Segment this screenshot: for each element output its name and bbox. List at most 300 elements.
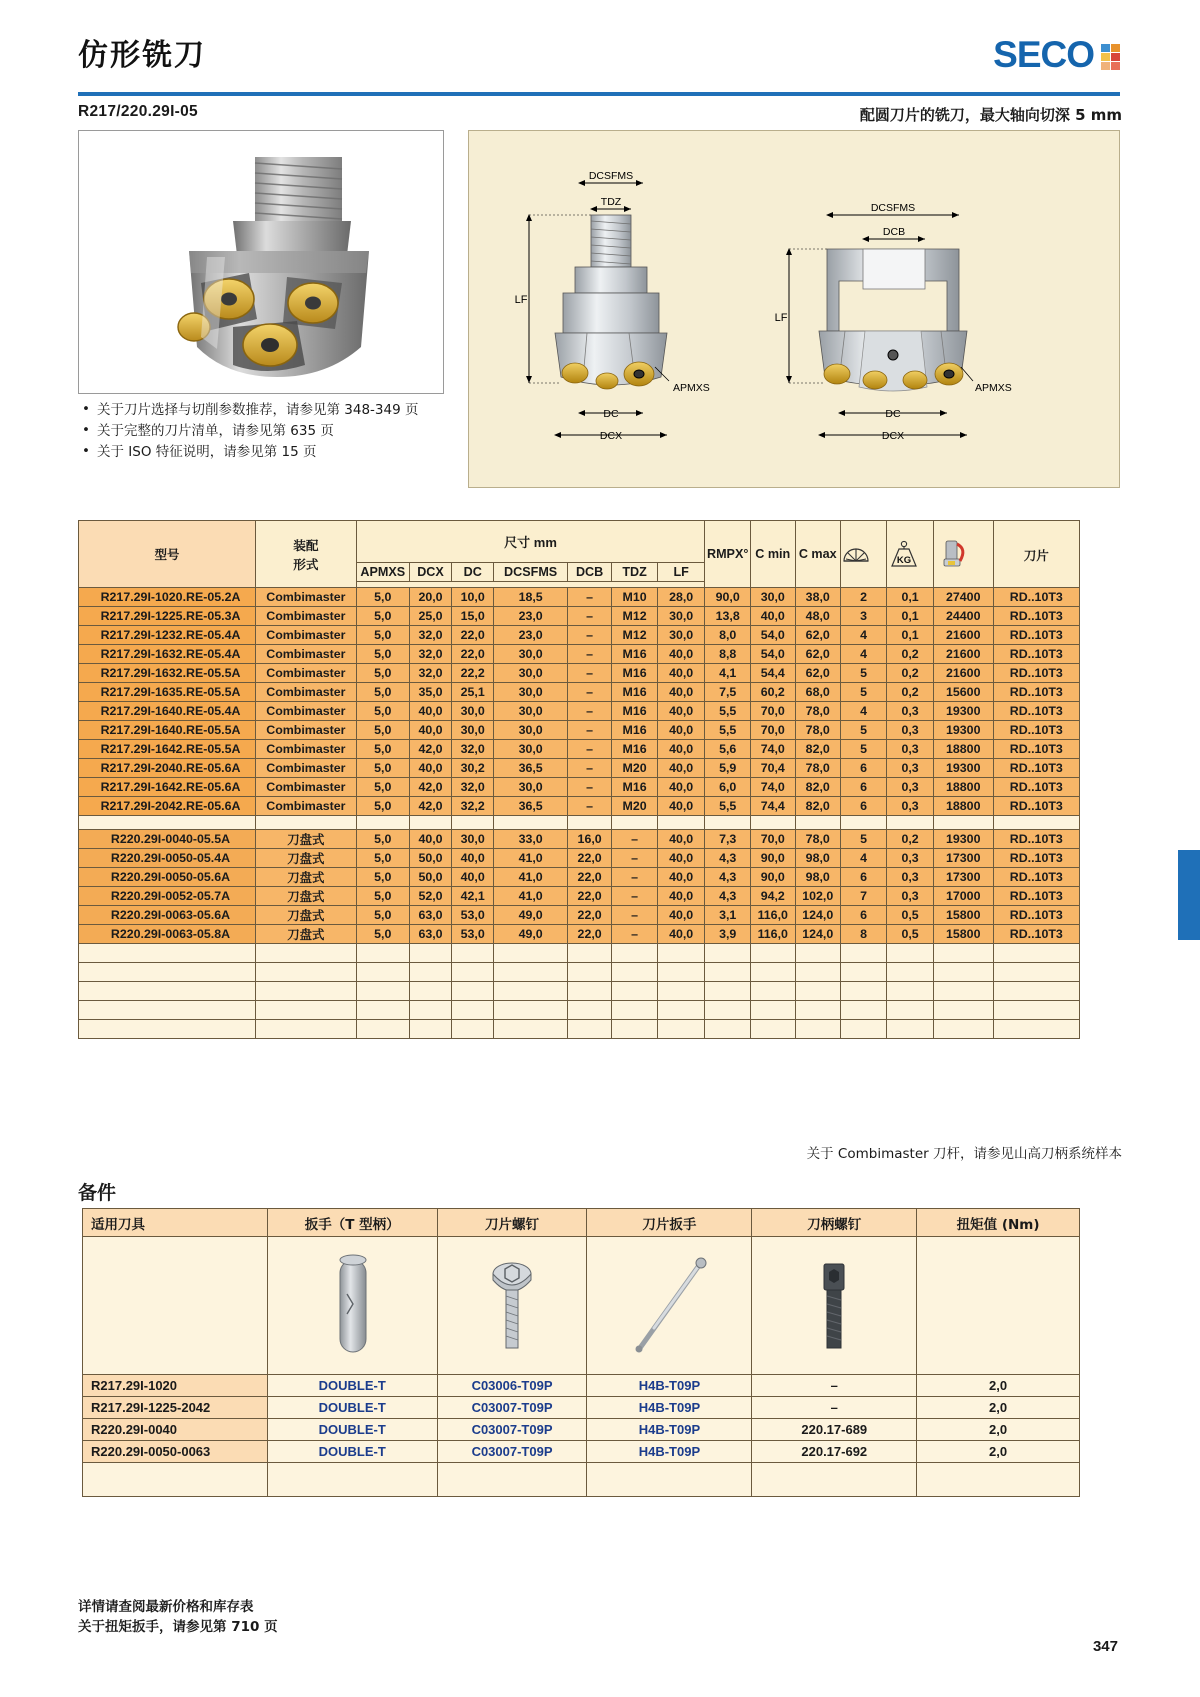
- cell-dc: 30,0: [452, 702, 494, 721]
- cell-dcb: –: [568, 721, 612, 740]
- cell-tdz: M16: [612, 702, 658, 721]
- acc-pic-blank: [83, 1237, 268, 1375]
- cell-mount: Combimaster: [256, 740, 357, 759]
- acc-cell-tool: R217.29I-1225-2042: [83, 1397, 268, 1419]
- table-empty-row: [79, 982, 1080, 1001]
- acc-th-screw: 刀片螺钉: [437, 1209, 587, 1237]
- svg-text:LF: LF: [774, 312, 788, 324]
- table-row[interactable]: [79, 759, 1080, 778]
- cell-cmax: 78,0: [795, 721, 840, 740]
- cell-dc: 30,0: [452, 830, 494, 849]
- accessory-row[interactable]: [83, 1419, 1080, 1441]
- cell-rmpx: 3,9: [705, 925, 751, 944]
- cell-model: R217.29I-2040.RE-05.6A: [79, 759, 256, 778]
- svg-text:APMXS: APMXS: [975, 382, 1012, 394]
- cell-lf: 30,0: [657, 607, 704, 626]
- product-photo: [78, 130, 444, 394]
- cell-insert: RD..10T3: [993, 797, 1079, 816]
- cell-cmin: 70,0: [751, 721, 796, 740]
- cell-apmxs: 5,0: [356, 925, 409, 944]
- cell-cmax: 78,0: [795, 702, 840, 721]
- accessory-empty-row: [83, 1463, 1080, 1497]
- cell-dcx: 40,0: [409, 759, 451, 778]
- cell-teeth: 5: [840, 740, 886, 759]
- svg-text:DC: DC: [885, 408, 901, 420]
- cell-rpm: 18800: [933, 797, 993, 816]
- cell-dcb: –: [568, 778, 612, 797]
- cell-rpm: 15800: [933, 925, 993, 944]
- cell-rpm: 24400: [933, 607, 993, 626]
- cell-insert: RD..10T3: [993, 702, 1079, 721]
- cell-cmax: 78,0: [795, 830, 840, 849]
- th-lf: LF: [657, 563, 704, 582]
- cell-lf: 40,0: [657, 797, 704, 816]
- acc-cell-torque: 2,0: [917, 1441, 1080, 1463]
- cell-rpm: 21600: [933, 664, 993, 683]
- cell-dcb: –: [568, 740, 612, 759]
- cell-teeth: 4: [840, 702, 886, 721]
- cell-mount: 刀盘式: [256, 830, 357, 849]
- cell-rpm: 19300: [933, 759, 993, 778]
- cell-dcsfms: 30,0: [494, 683, 568, 702]
- cell-teeth: 5: [840, 721, 886, 740]
- cell-rmpx: 7,5: [705, 683, 751, 702]
- cell-tdz: M16: [612, 645, 658, 664]
- cell-rpm: 18800: [933, 778, 993, 797]
- cell-apmxs: 5,0: [356, 683, 409, 702]
- cell-cmin: 116,0: [751, 925, 796, 944]
- cell-insert: RD..10T3: [993, 906, 1079, 925]
- cell-teeth: 6: [840, 868, 886, 887]
- cell-tdz: –: [612, 868, 658, 887]
- cell-rpm: 17000: [933, 887, 993, 906]
- cell-dcx: 40,0: [409, 830, 451, 849]
- combimaster-footnote: 关于 Combimaster 刀杆，请参见山高刀柄系统样本: [806, 1146, 1122, 1162]
- cell-dcb: 22,0: [568, 906, 612, 925]
- cell-teeth: 4: [840, 626, 886, 645]
- cell-lf: 40,0: [657, 759, 704, 778]
- cell-cmax: 124,0: [795, 906, 840, 925]
- cell-dcsfms: 30,0: [494, 778, 568, 797]
- cell-cmax: 62,0: [795, 645, 840, 664]
- cell-dcb: –: [568, 664, 612, 683]
- cell-dc: 25,1: [452, 683, 494, 702]
- cell-rmpx: 4,3: [705, 868, 751, 887]
- cell-cmax: 82,0: [795, 778, 840, 797]
- acc-th-wrench: 扳手（T 型柄）: [267, 1209, 437, 1237]
- cell-dcb: –: [568, 683, 612, 702]
- footer-notes: [78, 1597, 278, 1637]
- table-row[interactable]: [79, 645, 1080, 664]
- cell-apmxs: 5,0: [356, 906, 409, 925]
- table-row[interactable]: [79, 702, 1080, 721]
- cell-kg: 0,3: [887, 778, 934, 797]
- th-dcb: DCB: [568, 563, 612, 582]
- cell-apmxs: 5,0: [356, 759, 409, 778]
- table-row[interactable]: [79, 683, 1080, 702]
- table-row[interactable]: [79, 797, 1080, 816]
- cell-apmxs: 5,0: [356, 626, 409, 645]
- cell-tdz: M10: [612, 588, 658, 607]
- cell-cmin: 40,0: [751, 607, 796, 626]
- cell-cmin: 60,2: [751, 683, 796, 702]
- cell-insert: RD..10T3: [993, 740, 1079, 759]
- table-row[interactable]: [79, 721, 1080, 740]
- cell-model: R217.29I-1642.RE-05.6A: [79, 778, 256, 797]
- th-teeth-count: [840, 521, 886, 588]
- cell-insert: RD..10T3: [993, 830, 1079, 849]
- cell-apmxs: 5,0: [356, 740, 409, 759]
- cell-dcx: 50,0: [409, 849, 451, 868]
- cell-model: R217.29I-1232.RE-05.4A: [79, 626, 256, 645]
- acc-pic-wrench: [267, 1237, 437, 1375]
- table-row[interactable]: [79, 588, 1080, 607]
- cell-dc: 40,0: [452, 868, 494, 887]
- cell-dcsfms: 49,0: [494, 925, 568, 944]
- cell-mount: Combimaster: [256, 702, 357, 721]
- table-row[interactable]: [79, 830, 1080, 849]
- cell-dcb: 22,0: [568, 849, 612, 868]
- th-max-rpm: [933, 521, 993, 588]
- th-rmpx: RMPX°: [705, 521, 751, 588]
- cell-insert: RD..10T3: [993, 925, 1079, 944]
- cell-cmax: 82,0: [795, 740, 840, 759]
- svg-text:DCX: DCX: [881, 430, 905, 442]
- acc-cell-key: H4B-T09P: [587, 1441, 752, 1463]
- cell-cmax: 62,0: [795, 664, 840, 683]
- cell-teeth: 4: [840, 645, 886, 664]
- cell-kg: 0,3: [887, 759, 934, 778]
- cell-rmpx: 5,5: [705, 721, 751, 740]
- cell-cmax: 82,0: [795, 797, 840, 816]
- acc-cell-torque: 2,0: [917, 1419, 1080, 1441]
- cell-dcsfms: 30,0: [494, 721, 568, 740]
- cell-apmxs: 5,0: [356, 702, 409, 721]
- acc-cell-key: H4B-T09P: [587, 1397, 752, 1419]
- cell-dc: 32,2: [452, 797, 494, 816]
- cell-apmxs: 5,0: [356, 588, 409, 607]
- cell-teeth: 6: [840, 778, 886, 797]
- cell-kg: 0,5: [887, 906, 934, 925]
- th-tdz: TDZ: [612, 563, 658, 582]
- cell-dcb: 22,0: [568, 887, 612, 906]
- cell-dcsfms: 23,0: [494, 626, 568, 645]
- cell-cmin: 116,0: [751, 906, 796, 925]
- cell-mount: Combimaster: [256, 588, 357, 607]
- cell-dcb: –: [568, 759, 612, 778]
- acc-th-key: 刀片扳手: [587, 1209, 752, 1237]
- acc-pic-screw: [437, 1237, 587, 1375]
- cell-rmpx: 4,1: [705, 664, 751, 683]
- header-rule: [78, 92, 1120, 96]
- acc-cell-screw: C03007-T09P: [437, 1441, 587, 1463]
- cell-apmxs: 5,0: [356, 607, 409, 626]
- cell-insert: RD..10T3: [993, 721, 1079, 740]
- th-model: 型号: [79, 521, 256, 588]
- teeth-count-icon: [841, 541, 871, 567]
- cell-teeth: 3: [840, 607, 886, 626]
- table-row[interactable]: [79, 849, 1080, 868]
- cell-apmxs: 5,0: [356, 664, 409, 683]
- bullet-item: • 关于 ISO 特征说明，请参见第 15 页: [82, 442, 482, 463]
- bullet-item: • 关于刀片选择与切削参数推荐，请参见第 348-349 页: [82, 400, 482, 421]
- cell-model: R220.29I-0052-05.7A: [79, 887, 256, 906]
- cell-dcsfms: 49,0: [494, 906, 568, 925]
- th-insert: 刀片: [993, 521, 1079, 588]
- cell-lf: 40,0: [657, 702, 704, 721]
- cell-dcsfms: 30,0: [494, 740, 568, 759]
- cell-apmxs: 5,0: [356, 849, 409, 868]
- cell-cmax: 62,0: [795, 626, 840, 645]
- cell-teeth: 6: [840, 797, 886, 816]
- cell-dcx: 20,0: [409, 588, 451, 607]
- cell-teeth: 7: [840, 887, 886, 906]
- cell-kg: 0,3: [887, 721, 934, 740]
- cell-mount: Combimaster: [256, 797, 357, 816]
- cell-cmin: 90,0: [751, 849, 796, 868]
- cell-mount: Combimaster: [256, 664, 357, 683]
- cell-cmax: 78,0: [795, 759, 840, 778]
- cell-dcx: 63,0: [409, 906, 451, 925]
- cell-teeth: 6: [840, 759, 886, 778]
- product-code: R217/220.29I-05: [78, 103, 198, 120]
- cell-dcx: 50,0: [409, 868, 451, 887]
- cell-dcx: 42,0: [409, 797, 451, 816]
- cell-rpm: 17300: [933, 868, 993, 887]
- cell-cmin: 74,0: [751, 740, 796, 759]
- cell-insert: RD..10T3: [993, 887, 1079, 906]
- acc-cell-key: H4B-T09P: [587, 1419, 752, 1441]
- cell-mount: 刀盘式: [256, 868, 357, 887]
- table-row[interactable]: [79, 740, 1080, 759]
- cell-mount: Combimaster: [256, 645, 357, 664]
- cell-dcb: –: [568, 702, 612, 721]
- accessories-table: [82, 1208, 1080, 1497]
- page-header: [78, 30, 1120, 102]
- cell-lf: 40,0: [657, 664, 704, 683]
- table-row[interactable]: [79, 868, 1080, 887]
- acc-cell-tool: R217.29I-1020: [83, 1375, 268, 1397]
- seco-logo-squares: [1101, 44, 1120, 70]
- cell-kg: 0,3: [887, 887, 934, 906]
- cell-tdz: –: [612, 849, 658, 868]
- cell-lf: 30,0: [657, 626, 704, 645]
- cell-rpm: 15800: [933, 906, 993, 925]
- table-row[interactable]: [79, 626, 1080, 645]
- cell-dcsfms: 41,0: [494, 887, 568, 906]
- acc-cell-wrench: DOUBLE-T: [267, 1419, 437, 1441]
- cell-mount: Combimaster: [256, 721, 357, 740]
- cell-model: R217.29I-1642.RE-05.5A: [79, 740, 256, 759]
- cell-cmax: 102,0: [795, 887, 840, 906]
- acc-cell-shank: 220.17-689: [752, 1419, 917, 1441]
- cell-cmin: 30,0: [751, 588, 796, 607]
- weight-kg-icon: [887, 540, 921, 568]
- cell-dcx: 32,0: [409, 645, 451, 664]
- product-description: 配圆刀片的铣刀，最大轴向切深 5 mm: [859, 106, 1122, 124]
- cell-tdz: –: [612, 887, 658, 906]
- cell-cmin: 70,0: [751, 702, 796, 721]
- cell-rpm: 18800: [933, 740, 993, 759]
- table-row[interactable]: [79, 906, 1080, 925]
- cell-rmpx: 8,8: [705, 645, 751, 664]
- cell-mount: 刀盘式: [256, 906, 357, 925]
- acc-pic-shank-screw: [752, 1237, 917, 1375]
- cell-apmxs: 5,0: [356, 778, 409, 797]
- cell-teeth: 2: [840, 588, 886, 607]
- cell-dcsfms: 30,0: [494, 645, 568, 664]
- svg-text:DCX: DCX: [599, 430, 623, 442]
- shank-screw-icon: [810, 1246, 858, 1366]
- cell-dc: 40,0: [452, 849, 494, 868]
- svg-text:DCB: DCB: [882, 226, 906, 238]
- accessory-row[interactable]: [83, 1375, 1080, 1397]
- cell-mount: Combimaster: [256, 759, 357, 778]
- cell-teeth: 8: [840, 925, 886, 944]
- cell-dc: 53,0: [452, 906, 494, 925]
- cell-lf: 40,0: [657, 830, 704, 849]
- cell-kg: 0,2: [887, 830, 934, 849]
- th-group-dimensions: 尺寸 mm: [356, 521, 705, 563]
- table-row[interactable]: [79, 664, 1080, 683]
- table-empty-row: [79, 944, 1080, 963]
- svg-text:APMXS: APMXS: [673, 382, 710, 394]
- cell-mount: Combimaster: [256, 607, 357, 626]
- cell-insert: RD..10T3: [993, 759, 1079, 778]
- cell-dcx: 40,0: [409, 702, 451, 721]
- table-empty-row: [79, 1001, 1080, 1020]
- cell-cmin: 70,4: [751, 759, 796, 778]
- acc-cell-key: H4B-T09P: [587, 1375, 752, 1397]
- acc-th-tool: 适用刀具: [83, 1209, 268, 1237]
- cell-tdz: –: [612, 906, 658, 925]
- cell-cmax: 98,0: [795, 849, 840, 868]
- cell-tdz: M16: [612, 778, 658, 797]
- cell-dcsfms: 30,0: [494, 702, 568, 721]
- svg-text:DCSFMS: DCSFMS: [870, 202, 916, 214]
- table-row[interactable]: [79, 887, 1080, 906]
- cell-rpm: 17300: [933, 849, 993, 868]
- acc-cell-wrench: DOUBLE-T: [267, 1397, 437, 1419]
- cell-cmin: 54,0: [751, 626, 796, 645]
- cell-dcx: 52,0: [409, 887, 451, 906]
- cell-model: R217.29I-1640.RE-05.5A: [79, 721, 256, 740]
- cell-mount: Combimaster: [256, 626, 357, 645]
- cell-dc: 10,0: [452, 588, 494, 607]
- cell-lf: 40,0: [657, 778, 704, 797]
- table-row[interactable]: [79, 778, 1080, 797]
- acc-cell-torque: 2,0: [917, 1375, 1080, 1397]
- svg-text:DC: DC: [603, 408, 619, 420]
- cell-teeth: 4: [840, 849, 886, 868]
- accessory-row[interactable]: [83, 1441, 1080, 1463]
- cell-rmpx: 5,5: [705, 797, 751, 816]
- th-apmxs: APMXS: [356, 563, 409, 582]
- bullet-item: • 关于完整的刀片清单，请参见第 635 页: [82, 421, 482, 442]
- cell-cmin: 70,0: [751, 830, 796, 849]
- cell-dcx: 42,0: [409, 740, 451, 759]
- cell-dc: 42,1: [452, 887, 494, 906]
- acc-cell-wrench: DOUBLE-T: [267, 1375, 437, 1397]
- cell-apmxs: 5,0: [356, 868, 409, 887]
- cell-tdz: M12: [612, 626, 658, 645]
- cell-kg: 0,5: [887, 925, 934, 944]
- cell-tdz: M16: [612, 721, 658, 740]
- cell-cmin: 54,4: [751, 664, 796, 683]
- cell-dcsfms: 30,0: [494, 664, 568, 683]
- seco-wordmark: SECO: [993, 34, 1094, 75]
- th-dcsfms: DCSFMS: [494, 563, 568, 582]
- page-number: 347: [1092, 1638, 1118, 1655]
- cell-rmpx: 7,3: [705, 830, 751, 849]
- cell-rmpx: 5,5: [705, 702, 751, 721]
- cell-rpm: 19300: [933, 702, 993, 721]
- cell-dcx: 35,0: [409, 683, 451, 702]
- svg-text:TDZ: TDZ: [600, 196, 622, 208]
- insert-screw-icon: [485, 1246, 539, 1366]
- cell-apmxs: 5,0: [356, 721, 409, 740]
- cell-insert: RD..10T3: [993, 868, 1079, 887]
- seco-logo: [993, 34, 1120, 76]
- th-dc: DC: [452, 563, 494, 582]
- th-dcx: DCX: [409, 563, 451, 582]
- cell-lf: 40,0: [657, 906, 704, 925]
- table-spacer-row: [79, 816, 1080, 830]
- specifications-table: [78, 520, 1080, 1039]
- cell-dcb: –: [568, 645, 612, 664]
- torx-key-icon: [614, 1246, 724, 1366]
- cell-cmax: 124,0: [795, 925, 840, 944]
- cell-dc: 30,2: [452, 759, 494, 778]
- cell-dcsfms: 33,0: [494, 830, 568, 849]
- cell-dcx: 63,0: [409, 925, 451, 944]
- cell-tdz: M20: [612, 759, 658, 778]
- cell-model: R217.29I-1225.RE-05.3A: [79, 607, 256, 626]
- acc-cell-screw: C03006-T09P: [437, 1375, 587, 1397]
- th-mount-line2: 形式: [293, 558, 319, 572]
- cell-model: R220.29I-0050-05.6A: [79, 868, 256, 887]
- cell-rpm: 27400: [933, 588, 993, 607]
- cell-dcx: 32,0: [409, 626, 451, 645]
- cell-rmpx: 4,3: [705, 887, 751, 906]
- cell-cmax: 48,0: [795, 607, 840, 626]
- accessory-row[interactable]: [83, 1397, 1080, 1419]
- acc-cell-screw: C03007-T09P: [437, 1397, 587, 1419]
- cell-lf: 40,0: [657, 887, 704, 906]
- table-row[interactable]: [79, 607, 1080, 626]
- cell-dc: 22,2: [452, 664, 494, 683]
- table-row[interactable]: [79, 925, 1080, 944]
- cell-dcb: –: [568, 588, 612, 607]
- cell-model: R217.29I-1632.RE-05.4A: [79, 645, 256, 664]
- cell-kg: 0,3: [887, 740, 934, 759]
- cell-rpm: 21600: [933, 645, 993, 664]
- cell-model: R217.29I-1640.RE-05.4A: [79, 702, 256, 721]
- svg-text:DCSFMS: DCSFMS: [588, 170, 634, 182]
- cell-mount: 刀盘式: [256, 849, 357, 868]
- cell-insert: RD..10T3: [993, 683, 1079, 702]
- cell-lf: 40,0: [657, 740, 704, 759]
- svg-text:LF: LF: [514, 294, 528, 306]
- cell-dc: 32,0: [452, 740, 494, 759]
- footer-line-1: 详情请查阅最新价格和库存表: [78, 1599, 254, 1615]
- cell-rmpx: 5,9: [705, 759, 751, 778]
- cell-kg: 0,3: [887, 868, 934, 887]
- cell-kg: 0,1: [887, 607, 934, 626]
- cell-lf: 40,0: [657, 645, 704, 664]
- cell-kg: 0,3: [887, 797, 934, 816]
- cell-dcb: 16,0: [568, 830, 612, 849]
